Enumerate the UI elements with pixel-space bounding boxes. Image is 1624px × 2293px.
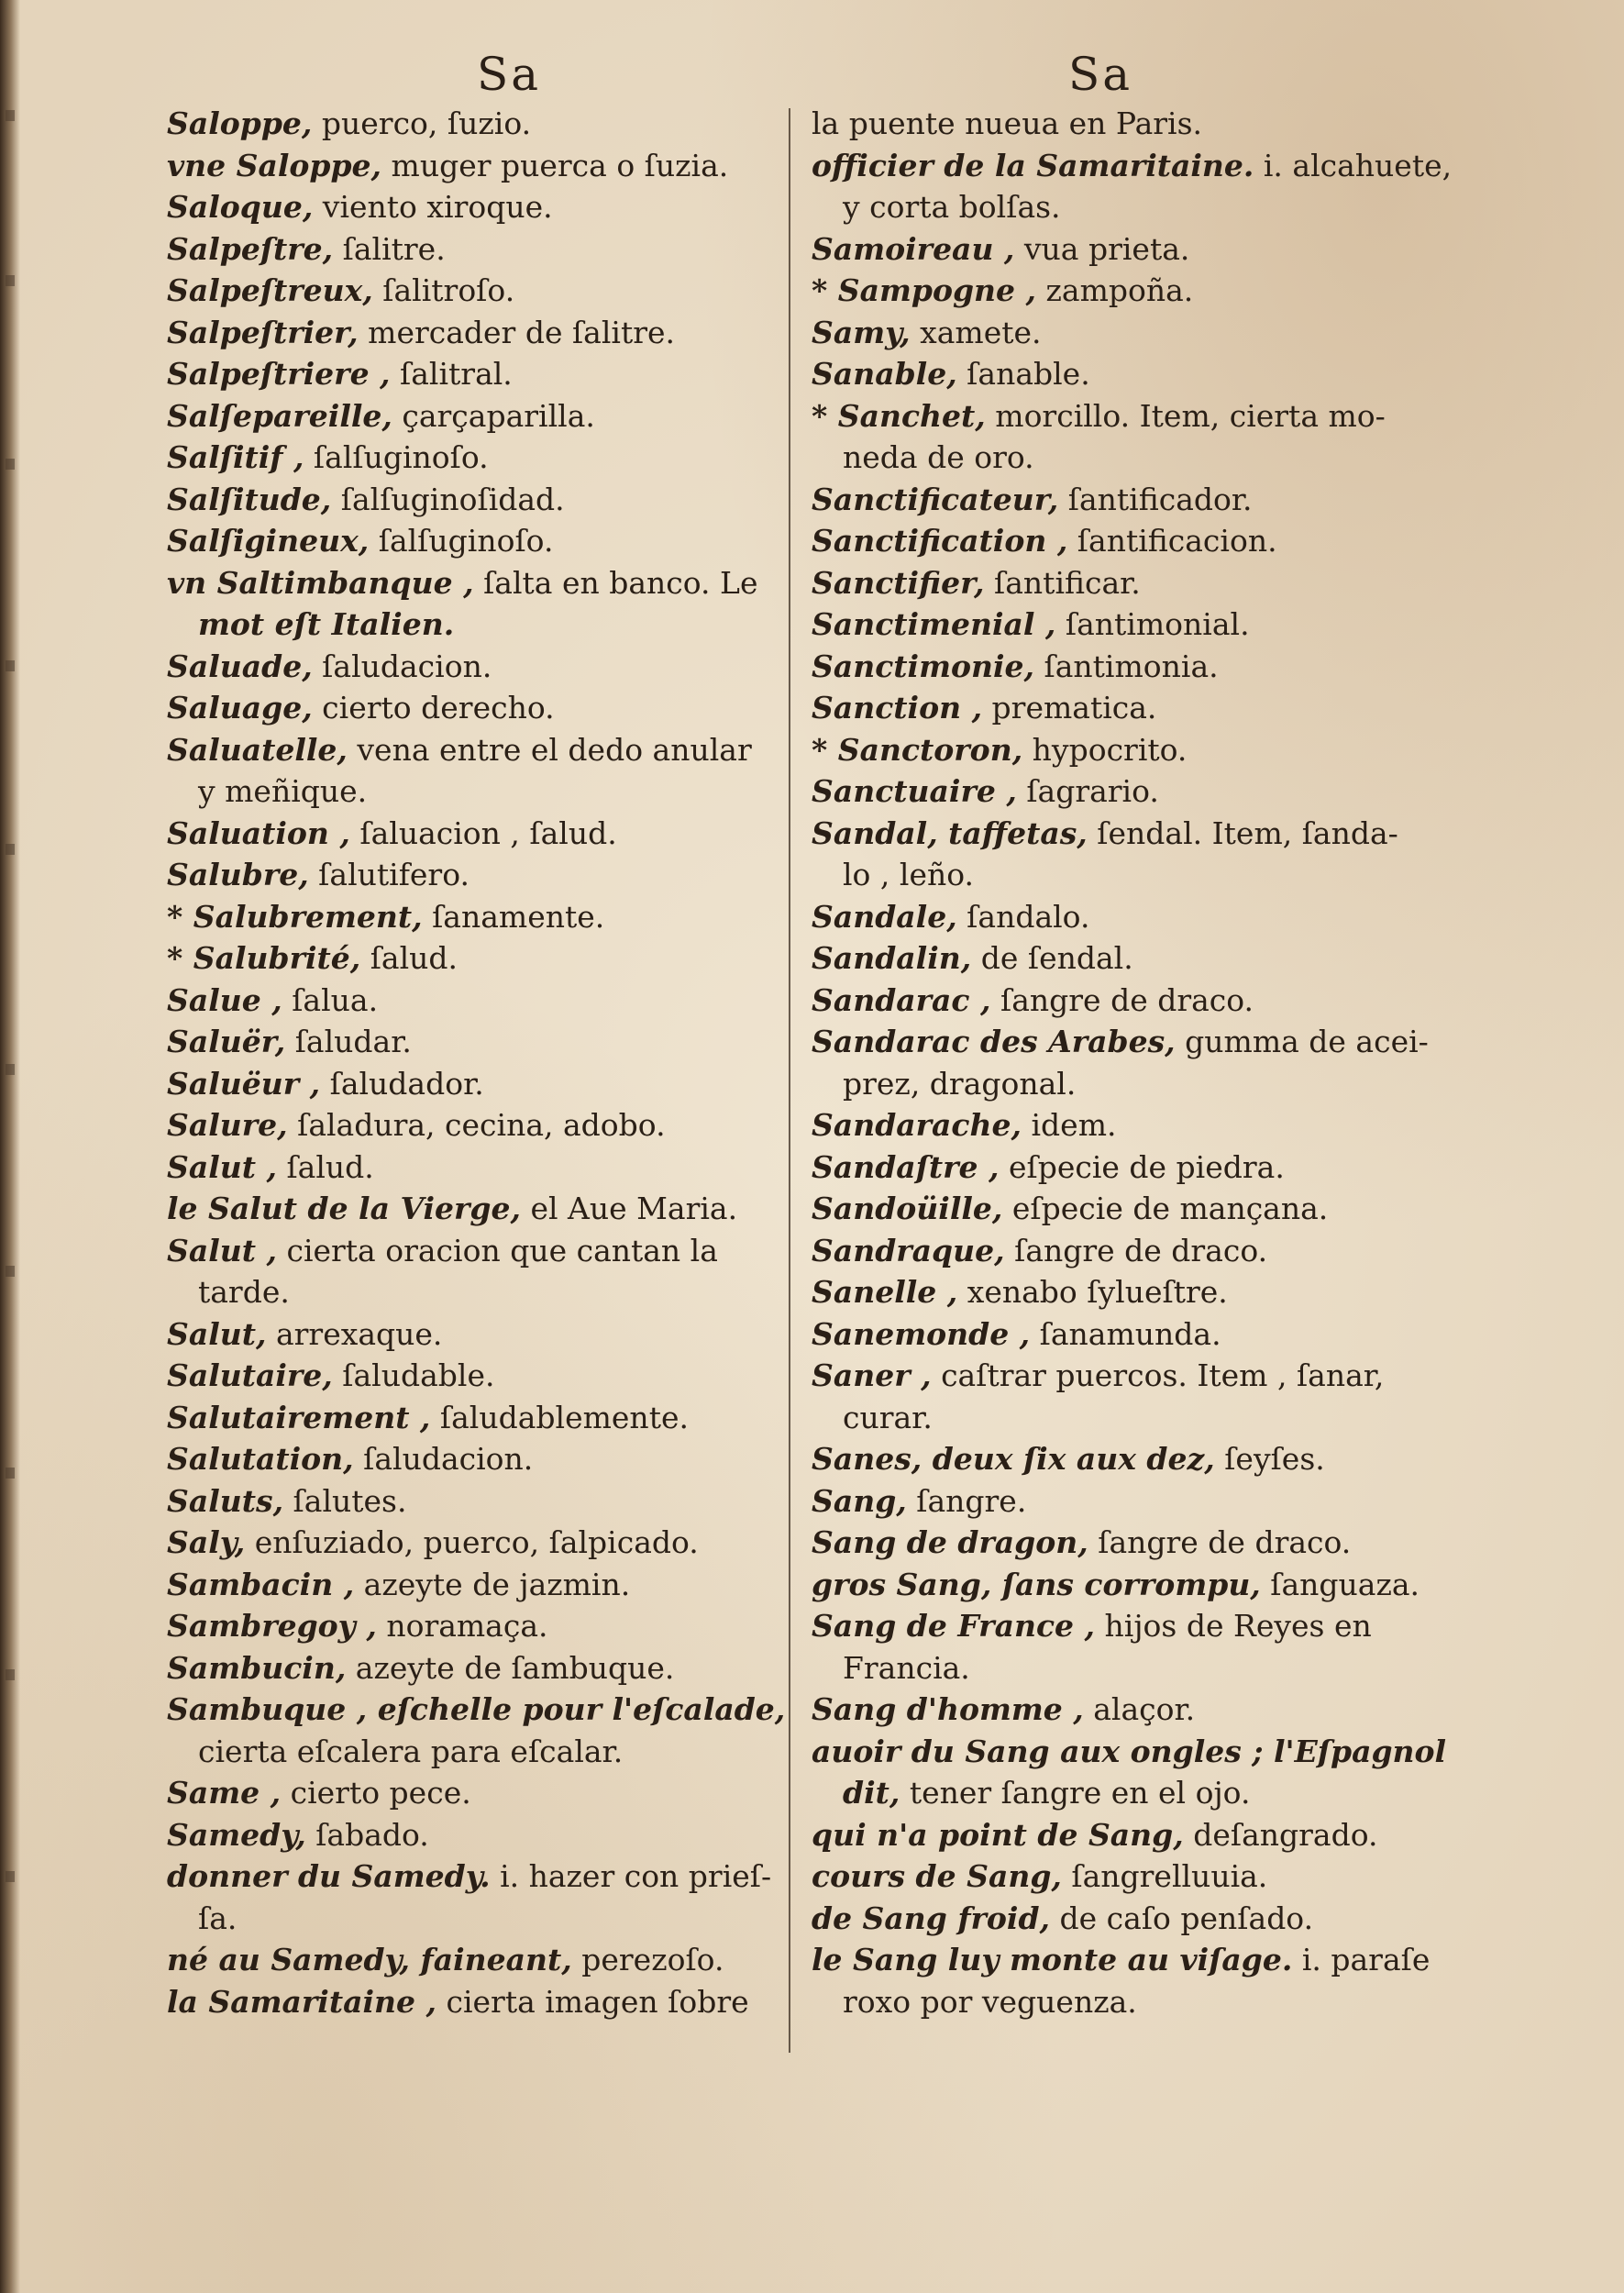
definition: ſalta en banco. Le (473, 564, 758, 601)
dictionary-line (812, 270, 1435, 312)
headword: de Sang froid, (812, 1900, 1051, 1936)
headword: Sanctificateur, (812, 481, 1059, 517)
definition: ſalſuginoſo. (304, 439, 489, 475)
definition: ſangre de draco. (1088, 1524, 1352, 1560)
definition: ſaludablemente. (430, 1399, 689, 1435)
dictionary-line (812, 145, 1453, 187)
dictionary-line (167, 1939, 781, 1981)
definition: perezoſo. (571, 1942, 724, 1977)
dictionary-line (167, 1480, 781, 1523)
dictionary-line (167, 1313, 781, 1356)
dictionary-line (167, 145, 781, 187)
dictionary-line (167, 1898, 781, 1940)
headword: mot eſt Italien. (198, 606, 455, 642)
dictionary-line (812, 729, 1435, 771)
headword: Sambregoy , (167, 1608, 377, 1644)
definition: arrexaque. (266, 1315, 443, 1352)
dictionary-line (167, 562, 781, 604)
definition: prematica. (982, 690, 1157, 726)
headword: Saluage, (167, 690, 313, 726)
dictionary-line (167, 980, 781, 1022)
dictionary-line (167, 937, 781, 980)
headword: dit, (843, 1775, 900, 1811)
dictionary-line (812, 937, 1435, 980)
dictionary-line (812, 813, 1435, 855)
definition: ſalud. (360, 940, 458, 976)
dictionary-line (167, 1981, 781, 2023)
dictionary-line (812, 103, 1435, 145)
definition: eſpecie de mançana. (1002, 1191, 1329, 1226)
headword: * Sanctoron, (812, 731, 1023, 768)
definition: azeyte de ſambuque. (346, 1649, 675, 1686)
dictionary-line (812, 1230, 1435, 1272)
definition: ſalutes. (283, 1482, 407, 1519)
definition: ſantificador. (1058, 481, 1253, 517)
dictionary-line (812, 1313, 1435, 1356)
headword: le Salut de la Vierge, (167, 1191, 521, 1226)
dictionary-line (812, 437, 1435, 479)
dictionary-line (812, 1605, 1435, 1647)
dictionary-line (167, 1772, 781, 1814)
headword: Sandarac des Arabes, (812, 1024, 1176, 1059)
headword: Sandarache, (812, 1107, 1022, 1143)
definition: la puente nueua en Paris. (812, 105, 1203, 141)
definition: neda de oro. (843, 439, 1034, 475)
dictionary-line (812, 896, 1435, 938)
definition: cierto pece. (281, 1775, 471, 1811)
headword: Same , (167, 1775, 282, 1811)
headword: Salpeſtre, (167, 230, 334, 267)
dictionary-line (812, 1981, 1435, 2023)
dictionary-line (812, 1814, 1435, 1856)
dictionary-line (167, 1564, 781, 1606)
definition: caſtrar puercos. Item , ſanar, (931, 1357, 1385, 1393)
definition: roxo por veguenza. (843, 1983, 1137, 2020)
header-left: Sa (477, 48, 542, 101)
dictionary-line (167, 1647, 781, 1689)
headword: Sandalin, (812, 940, 972, 976)
dictionary-line (812, 520, 1435, 562)
headword: Sambuque , eſchelle pour l'eſcalade, (167, 1691, 786, 1727)
dictionary-line (167, 770, 781, 813)
definition: ſanable. (956, 356, 1090, 392)
dictionary-line (167, 1438, 781, 1480)
definition: ſaludacion. (353, 1441, 534, 1477)
dictionary-line (812, 1355, 1435, 1397)
definition: tener ſangre en el ojo. (900, 1775, 1251, 1811)
dictionary-line (812, 1939, 1435, 1981)
definition: deſangrado. (1183, 1816, 1378, 1853)
dictionary-line (167, 103, 781, 145)
definition: ſanamunda. (1030, 1315, 1221, 1352)
definition: hijos de Reyes en (1095, 1608, 1372, 1644)
dictionary-line (812, 1522, 1435, 1564)
dictionary-line (167, 1397, 781, 1439)
definition: idem. (1022, 1107, 1117, 1143)
dictionary-line (167, 1522, 781, 1564)
dictionary-line (167, 813, 781, 855)
dictionary-line (812, 1438, 1435, 1480)
definition: ſalitre. (333, 230, 446, 267)
dictionary-line (167, 646, 781, 688)
dictionary-line (167, 1188, 781, 1230)
definition: ſalua. (282, 981, 379, 1018)
definition: y corta bolſas. (843, 189, 1061, 225)
dictionary-line (167, 687, 781, 729)
dictionary-line (812, 1855, 1435, 1898)
headword: Sang, (812, 1482, 907, 1519)
definition: ſangrelluuia. (1061, 1858, 1268, 1894)
headword: Sanable, (812, 356, 957, 392)
headword: la Samaritaine , (167, 1983, 436, 2020)
headword: Sanction , (812, 690, 983, 726)
headword: né au Samedy, faineant, (167, 1942, 572, 1977)
definition: vena entre el dedo anular (347, 731, 752, 768)
definition: ſangre de draco. (990, 981, 1254, 1018)
definition: ſaludar. (285, 1024, 412, 1059)
definition: zampoña. (1036, 272, 1194, 308)
left-column (167, 103, 786, 2022)
definition: alaçor. (1083, 1691, 1196, 1727)
headword: vne Saloppe, (167, 147, 382, 183)
headword: le Sang luy monte au viſage. (812, 1942, 1293, 1977)
headword: Salutaire, (167, 1357, 333, 1393)
headword: Sandal, taffetas, (812, 814, 1088, 851)
dictionary-line (167, 604, 781, 646)
headword: Salſepareille, (167, 397, 392, 434)
headword: Sanctuaire , (812, 773, 1017, 809)
definition: ſaludador. (320, 1065, 484, 1102)
definition: ſanguaza. (1260, 1566, 1420, 1602)
dictionary-line (812, 1271, 1435, 1313)
headword: Sandraque, (812, 1232, 1005, 1268)
dictionary-line (167, 520, 781, 562)
dictionary-line (812, 646, 1435, 688)
headword: Sandale, (812, 898, 957, 935)
headword: Sanctimenial , (812, 606, 1056, 642)
definition: puerco, ſuzio. (312, 105, 532, 141)
dictionary-line (812, 980, 1435, 1022)
headword: * Salubrement, (167, 898, 423, 935)
dictionary-line (167, 1814, 781, 1856)
dictionary-line (812, 479, 1435, 521)
dictionary-line (167, 270, 781, 312)
dictionary-line (812, 1480, 1435, 1523)
headword: Sang de France , (812, 1608, 1096, 1644)
headword: Sanemonde , (812, 1315, 1031, 1352)
headword: Sang de dragon, (812, 1524, 1088, 1560)
headword: Saluts, (167, 1482, 284, 1519)
right-column (812, 103, 1453, 2022)
dictionary-line (167, 729, 781, 771)
headword: * Salubrité, (167, 940, 361, 976)
dictionary-line (812, 1689, 1435, 1731)
headword: Sanelle , (812, 1274, 958, 1310)
dictionary-line (167, 1855, 781, 1898)
definition: ſanamente. (422, 898, 605, 935)
definition: ſantimonia. (1034, 648, 1219, 684)
dictionary-line (812, 562, 1435, 604)
headword: Saly, (167, 1524, 246, 1560)
definition: azeyte de jazmin. (354, 1566, 631, 1602)
definition: prez, dragonal. (843, 1065, 1077, 1102)
dictionary-line (167, 1271, 781, 1313)
dictionary-line (167, 437, 781, 479)
headword: Salut , (167, 1148, 277, 1185)
dictionary-line (167, 228, 781, 271)
headword: Saluër, (167, 1024, 286, 1059)
dictionary-line (812, 1104, 1435, 1146)
headword: Salut , (167, 1232, 277, 1268)
headword: gros Sang, ſans corrompu, (812, 1566, 1261, 1602)
headword: Sandaſtre , (812, 1148, 1000, 1185)
definition: ſantificar. (984, 564, 1141, 601)
headword: Salut, (167, 1315, 267, 1352)
headword: * Sampogne , (812, 272, 1037, 308)
definition: ſangre de draco. (1004, 1232, 1268, 1268)
headword: Salpeſtrier, (167, 314, 359, 350)
definition: ſalitroſo. (372, 272, 515, 308)
definition: muger puerca o ſuzia. (381, 147, 729, 183)
headword: Salutation, (167, 1441, 354, 1477)
definition: ſalud. (276, 1148, 374, 1185)
dictionary-line (167, 854, 781, 896)
dictionary-line (812, 395, 1435, 438)
dictionary-line (812, 1063, 1435, 1105)
dictionary-line (812, 1146, 1435, 1189)
definition: xenabo ſylueſtre. (957, 1274, 1228, 1310)
headword: Saloque, (167, 189, 314, 225)
dictionary-line (812, 312, 1435, 354)
dictionary-line (812, 353, 1435, 395)
definition: de ſendal. (971, 940, 1133, 976)
headword: Salpeſtriere , (167, 356, 391, 392)
definition: cierta eſcalera para eſcalar. (198, 1733, 624, 1769)
definition: cierta imagen ſobre (436, 1983, 749, 2020)
headword: Salue , (167, 981, 282, 1018)
definition: ſaludacion. (312, 648, 492, 684)
headword: Salubre, (167, 857, 309, 892)
definition: enſuziado, puerco, ſalpicado. (245, 1524, 699, 1560)
definition: cierta oracion que cantan la (276, 1232, 718, 1268)
dictionary-line (812, 1021, 1435, 1063)
column-divider (789, 108, 790, 2053)
dictionary-line (812, 1898, 1435, 1940)
headword: Sanctification , (812, 523, 1068, 559)
definition: morcillo. Item, cierta mo- (985, 397, 1386, 434)
definition: ſaludable. (332, 1357, 495, 1393)
dictionary-line (167, 1063, 781, 1105)
definition: Francia. (843, 1649, 970, 1686)
headword: Salſigineux, (167, 523, 370, 559)
definition: ſeyſes. (1214, 1441, 1325, 1477)
definition: hypocrito. (1022, 731, 1188, 768)
definition: ſalitral. (390, 356, 513, 392)
headword: Sanctifier, (812, 564, 985, 601)
headword: Samy, (812, 314, 911, 350)
definition: ſaluacion , ſalud. (349, 814, 617, 851)
dictionary-line (167, 1021, 781, 1063)
dictionary-line (812, 1397, 1435, 1439)
dictionary-line (167, 186, 781, 228)
dictionary-line (812, 228, 1435, 271)
headword: * Sanchet, (812, 397, 986, 434)
headword: Salſitude, (167, 481, 332, 517)
headword: Sandoüille, (812, 1191, 1003, 1226)
dictionary-line (167, 1230, 781, 1272)
headword: cours de Sang, (812, 1858, 1062, 1894)
dictionary-line (167, 353, 781, 395)
headword: Salpeſtreux, (167, 272, 373, 308)
headword: Sandarac , (812, 981, 991, 1018)
headword: Saner , (812, 1357, 932, 1393)
definition: ſandalo. (956, 898, 1090, 935)
definition: mercader de ſalitre. (358, 314, 676, 350)
definition: ſa. (198, 1900, 238, 1936)
headword: Saluatelle, (167, 731, 348, 768)
definition: i. alcahuete, (1254, 147, 1453, 183)
definition: xamete. (910, 314, 1042, 350)
definition: noramaça. (376, 1608, 548, 1644)
headword: vn Saltimbanque , (167, 564, 474, 601)
headword: Sang d'homme , (812, 1691, 1084, 1727)
dictionary-line (812, 854, 1435, 896)
dictionary-line (167, 1731, 781, 1773)
definition: curar. (843, 1399, 933, 1435)
headword: Samedy, (167, 1816, 306, 1853)
definition: tarde. (198, 1274, 290, 1310)
headword: Saloppe, (167, 105, 313, 141)
headword: qui n'a point de Sang, (812, 1816, 1184, 1853)
headword: Saluation , (167, 814, 350, 851)
definition: ſantificacion. (1067, 523, 1277, 559)
dictionary-line (812, 687, 1435, 729)
headword: auoir du Sang aux ongles ; l'Eſpagnol (812, 1733, 1447, 1769)
definition: ſaladura, cecina, adobo. (287, 1107, 666, 1143)
headword: Sambucin, (167, 1649, 347, 1686)
headword: Samoireau , (812, 230, 1015, 267)
gutter-marks (6, 110, 18, 2128)
definition: i. hazer con prieſ- (490, 1858, 772, 1894)
definition: ſendal. Item, ſanda- (1087, 814, 1398, 851)
headword: Saluëur , (167, 1065, 321, 1102)
headword: Sanctimonie, (812, 648, 1035, 684)
dictionary-line (812, 770, 1435, 813)
dictionary-line (812, 604, 1435, 646)
definition: vua prieta. (1014, 230, 1190, 267)
headword: donner du Samedy. (167, 1858, 491, 1894)
dictionary-line (167, 395, 781, 438)
definition: lo , leño. (843, 857, 975, 892)
definition: ſangre. (906, 1482, 1027, 1519)
definition: ſabado. (305, 1816, 429, 1853)
dictionary-line (812, 1731, 1447, 1773)
dictionary-line (812, 1188, 1435, 1230)
headword: officier de la Samaritaine. (812, 147, 1254, 183)
headword: Sanes, deux ſix aux dez, (812, 1441, 1215, 1477)
dictionary-line (812, 186, 1435, 228)
definition: y meñique. (198, 773, 368, 809)
dictionary-line (167, 1689, 786, 1731)
headword: Salure, (167, 1107, 288, 1143)
definition: eſpecie de piedra. (999, 1148, 1285, 1185)
dictionary-line (812, 1647, 1435, 1689)
definition: ſalſuginoſidad. (331, 481, 565, 517)
definition: ſalutifero. (308, 857, 470, 892)
dictionary-line (167, 896, 781, 938)
definition: viento xiroque. (313, 189, 553, 225)
headword: Salſitif , (167, 439, 304, 475)
definition: ſalſuginoſo. (369, 523, 554, 559)
headword: Salutairement , (167, 1399, 431, 1435)
dictionary-line (812, 1564, 1435, 1606)
dictionary-line (167, 1104, 781, 1146)
definition: de caſo penſado. (1050, 1900, 1314, 1936)
dictionary-line (812, 1772, 1435, 1814)
headword: Saluade, (167, 648, 313, 684)
definition: el Aue Maria. (520, 1191, 738, 1226)
dictionary-line (167, 479, 781, 521)
definition: çarçaparilla. (392, 397, 595, 434)
dictionary-line (167, 1355, 781, 1397)
dictionary-line (167, 1146, 781, 1189)
definition: gumma de acei- (1175, 1024, 1429, 1059)
definition: i. paraſe (1292, 1942, 1431, 1977)
definition: cierto derecho. (312, 690, 555, 726)
definition: ſagrario. (1016, 773, 1159, 809)
dictionary-line (167, 1605, 781, 1647)
headword: Sambacin , (167, 1566, 355, 1602)
header-right: Sa (1068, 48, 1133, 101)
dictionary-line (167, 312, 781, 354)
definition: ſantimonial. (1055, 606, 1250, 642)
